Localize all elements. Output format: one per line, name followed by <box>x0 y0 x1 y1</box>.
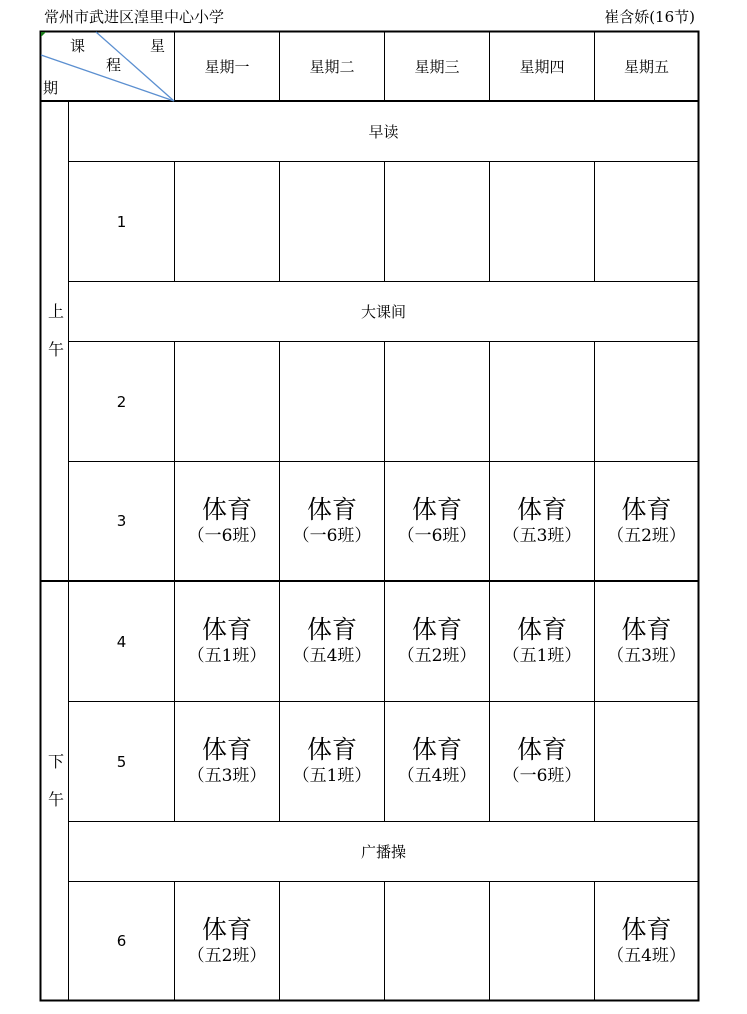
side-label-morning-text: 上午 <box>45 303 65 379</box>
lesson-class: （五3班） <box>502 526 582 546</box>
lesson-class: （五2班） <box>397 646 477 666</box>
lesson-class: （一6班） <box>292 526 372 546</box>
lesson-class: （五1班） <box>292 766 372 786</box>
lesson-cell <box>385 702 489 820</box>
lesson-class: （一6班） <box>397 526 477 546</box>
break-broadcast-exercise: 广播操 <box>360 843 406 861</box>
lesson-subject: 体育 <box>201 915 252 944</box>
lesson-cell <box>385 462 489 580</box>
lesson-class: （一6班） <box>502 766 582 786</box>
lesson-cell <box>175 462 279 580</box>
side-label-afternoon-text: 下午 <box>45 753 65 829</box>
lesson-cell <box>280 702 384 820</box>
corner-label-qi: 期 <box>43 79 59 97</box>
lesson-cell <box>175 882 279 1000</box>
lesson-subject: 体育 <box>306 495 357 524</box>
lesson-subject: 体育 <box>306 735 357 764</box>
day-header-tue: 星期二 <box>309 57 355 76</box>
lesson-subject: 体育 <box>201 615 252 644</box>
corner-label-cheng: 程 <box>106 56 122 74</box>
break-big-recess: 大课间 <box>360 303 406 321</box>
lesson-class: （五3班） <box>607 646 686 666</box>
day-header-mon: 星期一 <box>204 57 250 76</box>
lesson-class: （五1班） <box>187 646 267 666</box>
lesson-subject: 体育 <box>516 495 567 524</box>
period-number: 4 <box>116 632 127 651</box>
lesson-cell <box>595 582 698 700</box>
lesson-class: （一6班） <box>187 526 267 546</box>
lesson-subject: 体育 <box>621 915 672 944</box>
side-label-afternoon <box>41 582 68 1000</box>
lesson-subject: 体育 <box>621 615 672 644</box>
lesson-subject: 体育 <box>201 495 252 524</box>
lesson-cell <box>490 462 594 580</box>
period-number: 5 <box>116 752 127 771</box>
lesson-subject: 体育 <box>411 735 462 764</box>
lesson-subject: 体育 <box>516 615 567 644</box>
lesson-subject: 体育 <box>516 735 567 764</box>
lesson-class: （五4班） <box>292 646 372 666</box>
lesson-cell <box>175 582 279 700</box>
lesson-class: （五2班） <box>607 526 686 546</box>
period-number: 6 <box>116 932 127 950</box>
corner-label-course: 课 <box>70 37 86 55</box>
school-name: 常州市武进区湟里中心小学 <box>44 8 225 26</box>
lesson-class: （五2班） <box>187 946 267 966</box>
lesson-class: （五4班） <box>607 946 686 966</box>
day-header-thu: 星期四 <box>519 57 565 76</box>
lesson-cell <box>175 702 279 820</box>
teacher-name: 崔含娇(16节) <box>604 8 695 26</box>
lesson-subject: 体育 <box>411 495 462 524</box>
lesson-cell <box>280 462 384 580</box>
side-label-morning <box>41 102 68 580</box>
lesson-cell <box>490 582 594 700</box>
period-number: 3 <box>116 512 127 530</box>
day-header-wed: 星期三 <box>414 57 460 76</box>
lesson-cell <box>385 582 489 700</box>
lesson-cell <box>595 462 698 580</box>
period-number: 2 <box>116 392 127 411</box>
lesson-class: （五3班） <box>187 766 267 786</box>
break-morning-reading: 早读 <box>368 123 399 141</box>
lesson-subject: 体育 <box>621 495 672 524</box>
lesson-cell <box>595 882 698 1000</box>
lesson-subject: 体育 <box>201 735 252 764</box>
lesson-class: （五4班） <box>397 766 477 786</box>
lesson-cell <box>490 702 594 820</box>
corner-label-xing: 星 <box>150 37 166 55</box>
period-number: 1 <box>116 212 127 231</box>
lesson-subject: 体育 <box>306 615 357 644</box>
day-header-fri: 星期五 <box>623 57 669 76</box>
lesson-cell <box>280 582 384 700</box>
lesson-subject: 体育 <box>411 615 462 644</box>
lesson-class: （五1班） <box>502 646 582 666</box>
